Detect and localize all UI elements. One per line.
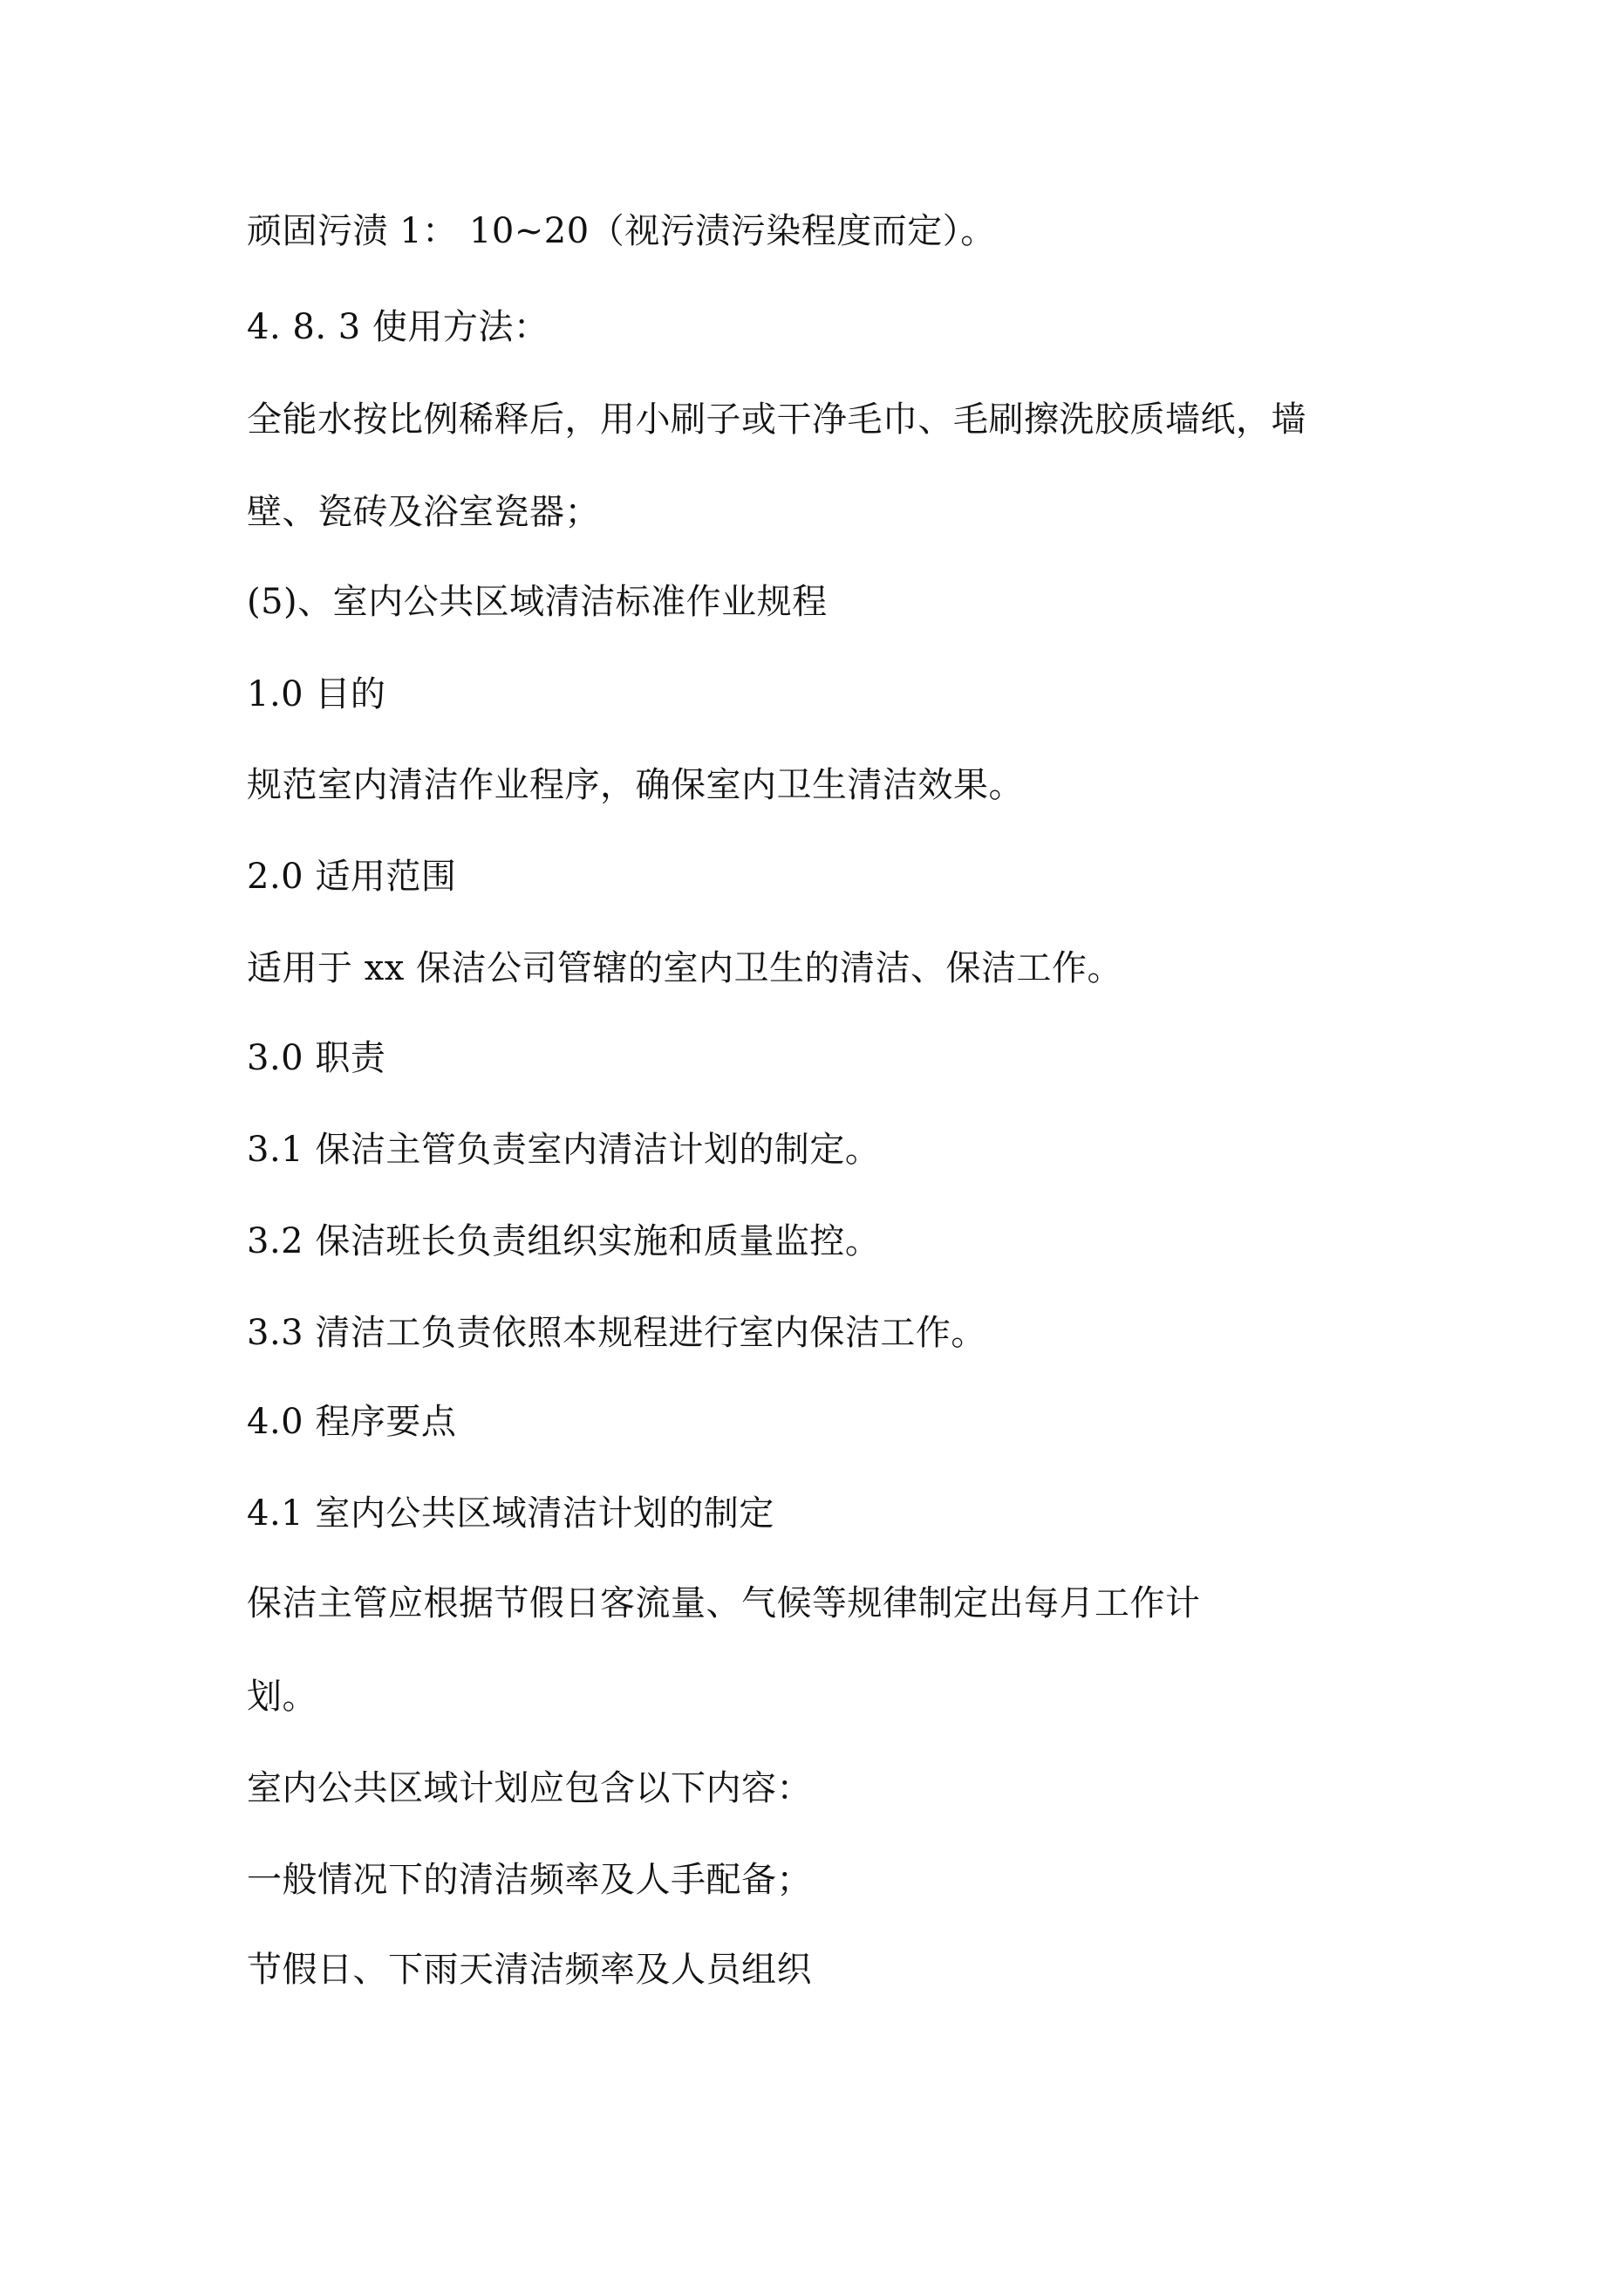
text-line: 3.2 保洁班长负责组织实施和质量监控。 bbox=[247, 1221, 881, 1261]
section-heading: 4.0 程序要点 bbox=[247, 1402, 457, 1442]
text-line: 室内公共区域计划应包含以下内容： bbox=[247, 1768, 812, 1808]
section-heading: 1.0 目的 bbox=[247, 674, 386, 714]
text-line: 一般情况下的清洁频率及人手配备； bbox=[247, 1860, 812, 1900]
text-line: 壁、瓷砖及浴室瓷器； bbox=[247, 492, 600, 532]
text-line: 全能水按比例稀释后，用小刷子或干净毛巾、毛刷擦洗胶质墙纸，墙 bbox=[247, 400, 1306, 440]
text-line: 保洁主管应根据节假日客流量、气候等规律制定出每月工作计 bbox=[247, 1583, 1201, 1623]
text-line: 3.3 清洁工负责依照本规程进行室内保洁工作。 bbox=[247, 1313, 986, 1353]
text-line: 划。 bbox=[247, 1677, 317, 1717]
text-line: 规范室内清洁作业程序，确保室内卫生清洁效果。 bbox=[247, 765, 1024, 805]
section-heading: 3.0 职责 bbox=[247, 1038, 386, 1078]
text-line: 节假日、下雨天清洁频率及人员组织 bbox=[247, 1950, 812, 1990]
text-line: 3.1 保洁主管负责室内清洁计划的制定。 bbox=[247, 1130, 881, 1170]
section-heading: 4.1 室内公共区域清洁计划的制定 bbox=[247, 1493, 774, 1534]
text-line: 适用于 xx 保洁公司管辖的室内卫生的清洁、保洁工作。 bbox=[247, 948, 1123, 988]
text-line: 顽固污渍 1： 10~20（视污渍污染程度而定）。 bbox=[247, 211, 996, 251]
section-heading: 4. 8. 3 使用方法： bbox=[247, 307, 549, 347]
section-heading: (5)、室内公共区域清洁标准作业规程 bbox=[247, 582, 828, 622]
section-heading: 2.0 适用范围 bbox=[247, 857, 457, 897]
